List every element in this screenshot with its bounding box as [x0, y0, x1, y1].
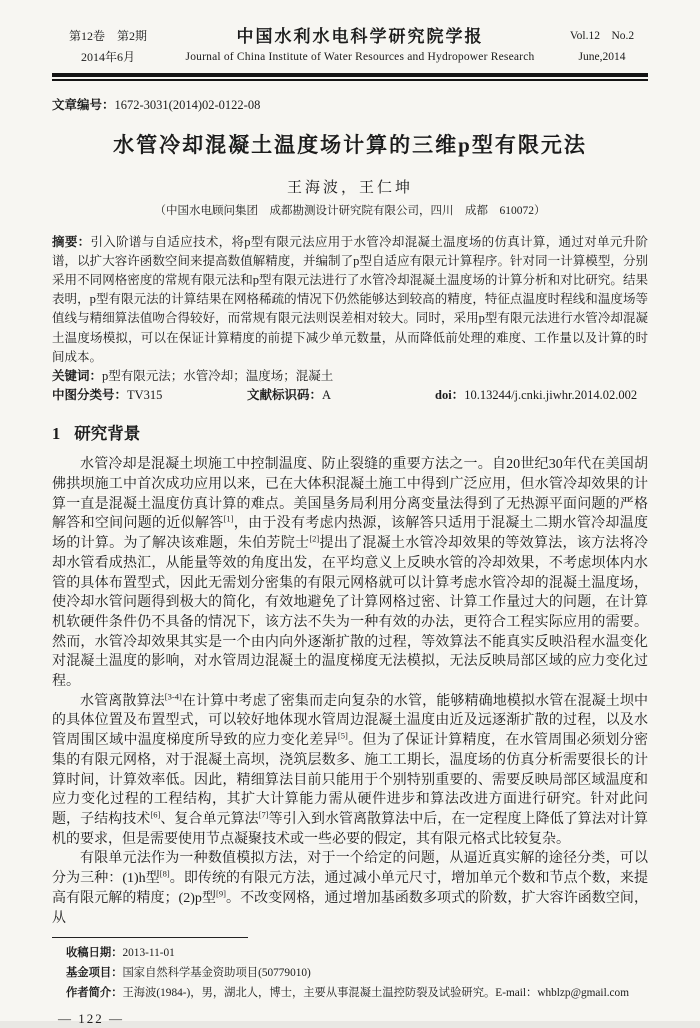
page-number: — 122 — — [58, 1011, 124, 1027]
citation-ref: [8] — [159, 868, 170, 879]
header-right-block — [556, 26, 648, 68]
date-en: June,2014 — [578, 51, 626, 63]
citation-ref: [7] — [258, 809, 269, 820]
received-date-line — [66, 943, 648, 963]
section-title: 研究背景 — [74, 424, 141, 444]
citation-ref: [3-4] — [164, 691, 182, 702]
keywords-line — [52, 367, 648, 386]
abstract-label: 摘要： — [52, 234, 91, 249]
fund-line — [66, 963, 648, 983]
journal-title-cn: 中国水利水电科学研究院学报 — [236, 27, 484, 46]
affiliation-line: （中国水电顾问集团 成都勘测设计研究院有限公司，四川 成都 610072） — [154, 204, 546, 217]
volume-issue-en: Vol.12 No.2 — [569, 30, 635, 42]
received-date-value: 2013-11-01 — [122, 947, 175, 960]
date-cn: 2014年6月 — [80, 50, 135, 64]
section-heading — [52, 421, 648, 447]
doc-code-value: A — [322, 388, 332, 403]
footnotes-block — [52, 938, 648, 1003]
article-id-label: 文章编号： — [52, 97, 115, 112]
received-date-label: 收稿日期： — [66, 947, 123, 960]
journal-header — [52, 26, 648, 81]
doc-code-item — [247, 386, 435, 405]
abstract-paragraph — [52, 233, 648, 367]
citation-ref: [5] — [337, 730, 348, 741]
doi-item — [435, 386, 648, 405]
paper-title: 水管冷却混凝土温度场计算的三维p型有限元法 — [113, 132, 587, 157]
header-center-block — [164, 26, 556, 68]
clc-label: 中图分类号： — [52, 388, 128, 403]
section-number: 1 — [52, 424, 61, 444]
keywords-label: 关键词： — [52, 368, 103, 383]
author-bio-line — [66, 983, 648, 1003]
header-rule-thick — [52, 73, 648, 77]
fund-label: 基金项目： — [66, 967, 123, 980]
authors-line: 王海波，王仁坤 — [286, 179, 413, 196]
body-paragraph-2: 水管离散算法[3-4]在计算中考虑了密集而走向复杂的水管，能够精确地模拟水管在混凝土坝中的具体位置及布置型式，可以较好地体现水管周边混凝土温度由近及远逐渐扩散的过程，以及水管周围区域中温度梯度所导致的应力变化差异[5]。但为了保证计算精度，在水管周围必须划分密集的有限元网格，对于混凝土高坝，浇筑层数多、施工工期长，温度场的仿真分析需要很长的计算时间，计算效率低。因此，精细算法目前只能用于个别特别重要的、需要反映局部区域温度和应力变化过程的工程结构，其扩大计算能力需从硬件进步和算法改进方面进行研究。针对此问题，子结构技术[6]、复合单元算法[7]等引入到水管离散算法中后，在一定程度上降低了算法对计算机的要求，但是需要使用节点凝聚技术或一些必要的假定，其有限元格式比较复杂。 — [52, 691, 649, 847]
article-id-line — [52, 97, 648, 114]
doi-label: doi： — [435, 388, 465, 403]
citation-ref: [1] — [223, 513, 234, 524]
keywords-text: p型有限元法；水管冷却；温度场；混凝土 — [102, 368, 334, 383]
clc-item — [52, 386, 247, 405]
body-paragraph-1: 水管冷却是混凝土坝施工中控制温度、防止裂缝的重要方法之一。自20世纪30年代在美国胡佛拱坝施工中首次成功应用以来，已在大体积混凝土施工中得到广泛应用，但水管冷却效果的计算一直是混凝土温度仿真计算的难点。美国垦务局利用分离变量法得到了无热源平面问题的严格解答和空间问题的近似解答[1]，由于没有考虑内热源，该解答只适用于混凝土二期水管冷却温度场的计算。为了解决该难题，朱伯芳院士[2]提出了混凝土水管冷却效果的等效算法，该方法将冷却水管看成热汇，从能量等效的角度出发，在平均意义上反映水管的冷却效果，不考虑坝体内水管的具体布置型式，因此无需划分密集的有限元网格就可以计算考虑水管冷却的混凝土温度场，使冷却水管问题得到极大的简化，有效地避免了计算网格过密、计算工作量过大的问题，在计算机软硬件条件仍不具备的情况下，该方法不失为一种有效的办法，更符合工程实际应用的需要。然而，水管冷却效果其实是一个由内向外逐渐扩散的过程，等效算法不能真实反映沿程水温变化对混凝土温度的影响，对水管周边混凝土的温度梯度无法模拟，无法反映局部区域的应力变化过程。 — [52, 457, 649, 690]
volume-issue-cn: 第12卷 第2期 — [68, 29, 147, 43]
citation-ref: [9] — [216, 888, 226, 899]
doi-value: 10.13244/j.cnki.jiwhr.2014.02.002 — [464, 388, 638, 403]
author-bio-label: 作者简介： — [66, 987, 123, 1000]
body-paragraph-3: 有限单元法作为一种数值模拟方法，对于一个给定的问题，从逼近真实解的途径分类，可以分为三种：(1)h型[8]。即传统的有限元方法，通过减小单元尺寸，增加单元个数和节点个数，来提高有限元解的精度；(2)p型[9]。不改变网格，通过增加基函数多项式的阶数，扩大容许函数空间，从 — [52, 851, 648, 926]
header-rule-thin — [52, 79, 648, 81]
abstract-text: 引入阶谱与自适应技术，将p型有限元法应用于水管冷却混凝土温度场的仿真计算，通过对单元升阶谱，以扩大容许函数空间来提高数值解精度，并编制了p型自适应有限元计算程序。针对同一计算模型，分别采用不同网格密度的常规有限元法和p型有限元法进行了水管冷却混凝土温度场的计算分析和对比研究。结果表明，p型有限元法的计算结果在网格稀疏的情况下仍然能够达到较高的精度，特征点温度时程线和温度场等值线与精细算法值吻合得较好，而常规有限元法则误差相对较大。同时，采用p型有限元法进行水管冷却混凝土温度场模拟，可以在保证计算精度的前提下减少单元数量，从而降低前处理的难度、工作量以及计算的时间成本。 — [52, 234, 648, 364]
classification-line — [52, 386, 648, 405]
clc-value: TV315 — [127, 388, 163, 403]
article-id-value: 1672-3031(2014)02-0122-08 — [114, 97, 261, 112]
citation-ref: [2] — [309, 533, 320, 544]
fund-value: 国家自然科学基金资助项目(50779010) — [122, 967, 311, 980]
doc-code-label: 文献标识码： — [247, 388, 323, 403]
section-body — [52, 455, 648, 928]
abstract-block — [52, 233, 648, 406]
header-left-block — [52, 26, 164, 68]
journal-title-en: Journal of China Institute of Water Resources and Hydropower Research — [185, 51, 535, 63]
citation-ref: [6] — [150, 809, 161, 820]
author-bio-value: 王海波(1984-)，男，湖北人，博士，主要从事混凝土温控防裂及试验研究。E-mail：whblzp@gmail.com — [122, 987, 629, 1000]
